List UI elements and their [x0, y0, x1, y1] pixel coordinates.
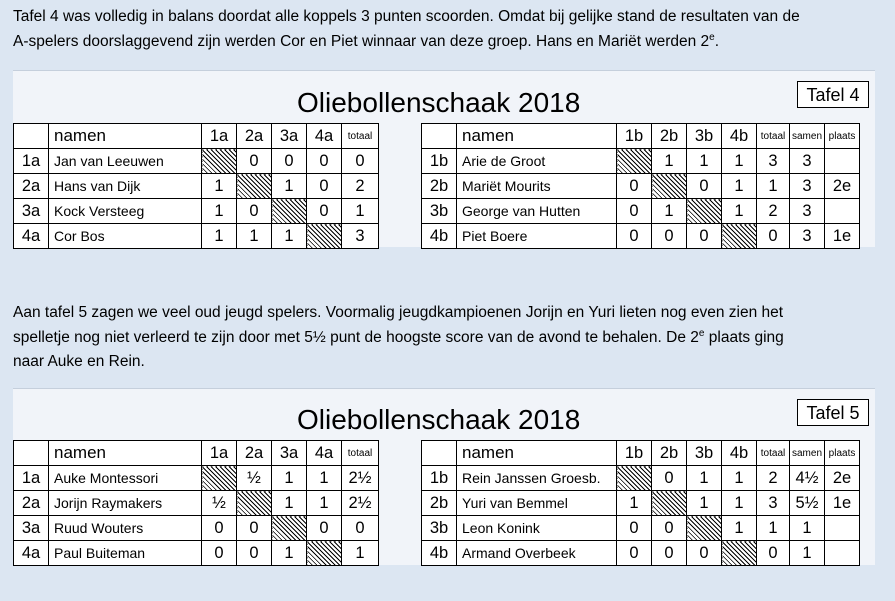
total-cell: 1: [342, 199, 379, 224]
hatched-cell: [272, 199, 307, 224]
player-code: 4b: [422, 541, 457, 566]
total-cell: 0: [757, 224, 790, 249]
score-cell: 1: [272, 466, 307, 491]
score-cell: 0: [307, 174, 342, 199]
paragraph-line: Aan tafel 5 zagen we veel oud jeugd spelers. Voormalig jeugdkampioenen Jorijn en Yuri lieten nog even zien het: [13, 304, 784, 321]
table-row: [422, 541, 860, 566]
score-cell: ½: [202, 491, 237, 516]
column-header: 1b: [617, 124, 652, 149]
table-row: [422, 149, 860, 174]
total-cell: 1: [757, 174, 790, 199]
score-cell: 1: [202, 174, 237, 199]
superscript: e: [709, 31, 715, 43]
player-name: Jorijn Raymakers: [49, 491, 202, 516]
paragraph-text: A-spelers doorslaggevend zijn werden Cor en Piet winnaar van deze groep. Hans en Mariët werden 2: [13, 32, 710, 50]
total-cell: 2: [757, 466, 790, 491]
table-row: [422, 491, 860, 516]
total-cell: 0: [342, 516, 379, 541]
column-header: 3a: [272, 124, 307, 149]
standings-table-tafel5: [13, 388, 875, 565]
column-header: totaal: [342, 124, 379, 149]
standings-table-tafel4: [13, 70, 875, 247]
player-name: Paul Buiteman: [49, 541, 202, 566]
paragraph-text: spelletje nog niet verleerd te zijn door met 5½ punt de hoogste score van de avond te behalen. De 2: [13, 328, 699, 346]
score-cell: 1: [687, 466, 722, 491]
hatched-cell: [202, 466, 237, 491]
player-name: Mariët Mourits: [457, 174, 617, 199]
hatched-cell: [652, 174, 687, 199]
score-cell: 1: [722, 466, 757, 491]
score-cell: 1: [272, 174, 307, 199]
player-code: 2b: [422, 174, 457, 199]
place-cell: 2e: [825, 466, 860, 491]
score-cell: 0: [617, 516, 652, 541]
column-header: [422, 124, 457, 149]
column-header: 2a: [237, 124, 272, 149]
score-cell: 0: [272, 149, 307, 174]
score-cell: 1: [722, 149, 757, 174]
column-header: plaats: [825, 441, 860, 466]
column-header: 1a: [202, 441, 237, 466]
player-name: Kock Versteeg: [49, 199, 202, 224]
total-cell: 1: [342, 541, 379, 566]
column-header: 2b: [652, 124, 687, 149]
total-cell: 0: [757, 541, 790, 566]
player-code: 3b: [422, 199, 457, 224]
hatched-cell: [307, 541, 342, 566]
column-header: totaal: [757, 441, 790, 466]
score-cell: 1: [722, 174, 757, 199]
header-row: [14, 124, 379, 149]
player-name: Jan van Leeuwen: [49, 149, 202, 174]
player-code: 1b: [422, 149, 457, 174]
paragraph-line: naar Auke en Rein.: [13, 353, 145, 370]
player-name: Armand Overbeek: [457, 541, 617, 566]
column-header: namen: [457, 441, 617, 466]
player-name: Hans van Dijk: [49, 174, 202, 199]
player-name: Auke Montessori: [49, 466, 202, 491]
superscript: e: [698, 327, 705, 339]
hatched-cell: [272, 516, 307, 541]
column-header: [14, 124, 49, 149]
combined-cell: 3: [790, 224, 825, 249]
player-code: 1a: [14, 466, 49, 491]
scores-grid-left: [13, 123, 379, 249]
table-number-label: Tafel 5: [797, 399, 869, 426]
hatched-cell: [237, 491, 272, 516]
total-cell: 2: [757, 199, 790, 224]
combined-cell: 3: [790, 199, 825, 224]
combined-cell: 1: [790, 516, 825, 541]
place-cell: 1e: [825, 491, 860, 516]
hatched-cell: [237, 174, 272, 199]
table-row: [14, 199, 379, 224]
score-cell: 0: [652, 466, 687, 491]
table-number-label: Tafel 4: [797, 81, 869, 108]
score-cell: 1: [272, 224, 307, 249]
player-code: 2a: [14, 174, 49, 199]
column-header: 3a: [272, 441, 307, 466]
score-cell: 0: [617, 224, 652, 249]
player-name: Ruud Wouters: [49, 516, 202, 541]
scores-grid-left: [13, 440, 379, 566]
column-header: 4b: [722, 124, 757, 149]
total-cell: 1: [757, 516, 790, 541]
player-code: 3b: [422, 516, 457, 541]
player-code: 1a: [14, 149, 49, 174]
score-cell: 0: [617, 199, 652, 224]
score-cell: 0: [202, 516, 237, 541]
hatched-cell: [652, 491, 687, 516]
hatched-cell: [722, 224, 757, 249]
score-cell: 0: [307, 199, 342, 224]
player-code: 3a: [14, 516, 49, 541]
column-header: totaal: [342, 441, 379, 466]
hatched-cell: [687, 516, 722, 541]
score-cell: 0: [237, 516, 272, 541]
score-cell: 0: [687, 541, 722, 566]
place-cell: 1e: [825, 224, 860, 249]
place-cell: [825, 541, 860, 566]
score-cell: 1: [687, 149, 722, 174]
player-name: Cor Bos: [49, 224, 202, 249]
place-cell: [825, 516, 860, 541]
place-cell: [825, 149, 860, 174]
table-title: Oliebollenschaak 2018: [297, 87, 581, 118]
table-title: Oliebollenschaak 2018: [297, 404, 581, 435]
total-cell: 3: [342, 224, 379, 249]
score-cell: 1: [237, 224, 272, 249]
player-name: Piet Boere: [457, 224, 617, 249]
score-cell: 0: [652, 516, 687, 541]
combined-cell: 5½: [790, 491, 825, 516]
column-header: namen: [49, 124, 202, 149]
score-cell: 1: [722, 516, 757, 541]
player-code: 4a: [14, 224, 49, 249]
score-cell: 1: [652, 199, 687, 224]
column-header: samen: [790, 441, 825, 466]
score-cell: 1: [307, 491, 342, 516]
table-row: [14, 174, 379, 199]
player-code: 4b: [422, 224, 457, 249]
hatched-cell: [617, 466, 652, 491]
combined-cell: 3: [790, 174, 825, 199]
total-cell: 2½: [342, 466, 379, 491]
hatched-cell: [617, 149, 652, 174]
column-header: 2b: [652, 441, 687, 466]
column-header: 2a: [237, 441, 272, 466]
player-code: 1b: [422, 466, 457, 491]
table-row: [14, 491, 379, 516]
scores-grid-right: [421, 440, 860, 566]
column-header: [14, 441, 49, 466]
player-code: 2b: [422, 491, 457, 516]
player-name: Leon Konink: [457, 516, 617, 541]
paragraph-text: plaats ging: [704, 328, 784, 346]
player-code: 2a: [14, 491, 49, 516]
hatched-cell: [722, 541, 757, 566]
table-row: [14, 149, 379, 174]
column-header: 1a: [202, 124, 237, 149]
total-cell: 3: [757, 149, 790, 174]
header-row: [422, 124, 860, 149]
player-code: 3a: [14, 199, 49, 224]
combined-cell: 3: [790, 149, 825, 174]
column-header: plaats: [825, 124, 860, 149]
table-row: [14, 516, 379, 541]
paragraph-line: [13, 30, 888, 55]
paragraph-line: Tafel 4 was volledig in balans doordat alle koppels 3 punten scoorden. Omdat bij gelijke stand de resultaten van de: [13, 8, 800, 25]
player-name: George van Hutten: [457, 199, 617, 224]
score-cell: 0: [617, 174, 652, 199]
column-header: 3b: [687, 441, 722, 466]
score-cell: 1: [617, 491, 652, 516]
score-cell: 0: [652, 541, 687, 566]
column-header: namen: [457, 124, 617, 149]
table-row: [422, 466, 860, 491]
total-cell: 2: [342, 174, 379, 199]
score-cell: ½: [237, 466, 272, 491]
intro-paragraph-tafel5: [13, 301, 888, 375]
table-row: [422, 199, 860, 224]
combined-cell: 4½: [790, 466, 825, 491]
score-cell: 0: [687, 174, 722, 199]
player-name: Arie de Groot: [457, 149, 617, 174]
score-cell: 1: [272, 541, 307, 566]
table-row: [14, 466, 379, 491]
score-cell: 0: [687, 224, 722, 249]
score-cell: 1: [722, 199, 757, 224]
score-cell: 1: [652, 149, 687, 174]
table-row: [14, 541, 379, 566]
column-header: 4a: [307, 441, 342, 466]
column-header: 3b: [687, 124, 722, 149]
score-cell: 1: [307, 466, 342, 491]
score-cell: 0: [237, 199, 272, 224]
player-name: Yuri van Bemmel: [457, 491, 617, 516]
table-row: [422, 516, 860, 541]
header-row: [14, 441, 379, 466]
total-cell: 2½: [342, 491, 379, 516]
paragraph-line: [13, 326, 888, 351]
hatched-cell: [307, 224, 342, 249]
score-cell: 1: [272, 491, 307, 516]
total-cell: 3: [757, 491, 790, 516]
table-row: [422, 174, 860, 199]
table-row: [14, 224, 379, 249]
score-cell: 1: [722, 491, 757, 516]
score-cell: 0: [617, 541, 652, 566]
score-cell: 1: [202, 224, 237, 249]
score-cell: 0: [237, 149, 272, 174]
combined-cell: 1: [790, 541, 825, 566]
hatched-cell: [202, 149, 237, 174]
player-code: 4a: [14, 541, 49, 566]
score-cell: 0: [307, 516, 342, 541]
column-header: 4a: [307, 124, 342, 149]
place-cell: 2e: [825, 174, 860, 199]
place-cell: [825, 199, 860, 224]
column-header: 4b: [722, 441, 757, 466]
score-cell: 0: [652, 224, 687, 249]
column-header: totaal: [757, 124, 790, 149]
player-name: Rein Janssen Groesb.: [457, 466, 617, 491]
header-row: [422, 441, 860, 466]
intro-paragraph-tafel4: [13, 5, 888, 54]
column-header: [422, 441, 457, 466]
score-cell: 0: [237, 541, 272, 566]
paragraph-text: .: [714, 32, 720, 50]
score-cell: 1: [687, 491, 722, 516]
score-cell: 1: [202, 199, 237, 224]
column-header: samen: [790, 124, 825, 149]
score-cell: 0: [202, 541, 237, 566]
hatched-cell: [687, 199, 722, 224]
total-cell: 0: [342, 149, 379, 174]
scores-grid-right: [421, 123, 860, 249]
column-header: namen: [49, 441, 202, 466]
table-row: [422, 224, 860, 249]
score-cell: 0: [307, 149, 342, 174]
column-header: 1b: [617, 441, 652, 466]
